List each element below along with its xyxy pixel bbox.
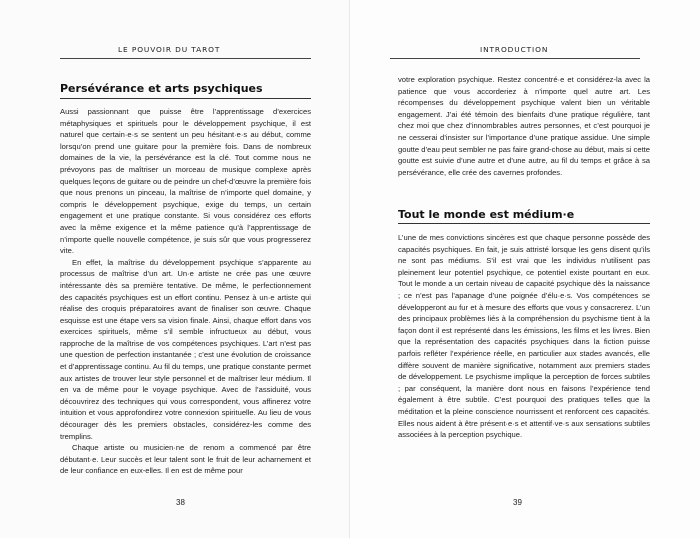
right-body-text — [398, 232, 650, 441]
right-continuation-text — [398, 74, 650, 178]
left-paragraph-1: Aussi passionnant que puisse être l’apprentissage d’exercices métaphysiques et spirituels pour le développement psychique, il est naturel que certain·e·s se sentent un peu hésitant·e·s au début, comme lorsqu’on prend une guitare pour la première fois. Dans de nombreux domaines de la vie, la persévérance est la clé. Tout comme nous ne prévoyons pas de maîtriser un morceau de musique complexe après quelques leçons de guitare ou de peindre un chef-d’œuvre la première fois que nous prenons un pinceau, la maîtrise de n’importe quel domaine, y compris le développement psychique, exige du temps, un certain engagement et une pratique constante. Si vous considérez ces efforts avec la même exigence et la même patience qu’à l’apprentissage de n’importe quelle nouvelle compétence, je suis sûr que vous progresserez vite. — [60, 107, 311, 256]
right-section-heading: Tout le monde est médium·e — [398, 208, 575, 221]
right-paragraph-1: L’une de mes convictions sincères est que chaque personne possède des capacités psychiques. En fait, je suis attristé lorsque les gens disent qu’ils ne sont pas médiums. S’il est vrai que les individus n’utilisent pas pleinement leur potentiel psychique, ce potentiel existe pourtant en eux. Tout le monde a un certain niveau de capacité psychique dès la naissance ; ce n’est pas l’apanage d’une poignée d’élu·e·s. Vos compétences se développeront au fur et à mesure des efforts que vous y consacrerez. L’un des principaux problèmes liés à la compréhension du psychisme tient à la façon dont il est représenté dans les émissions, les films et les livres. Bien que la représentation des capacités psychiques dans la fiction puisse parfois refléter l’expérience réelle, en particulier aux stades avancés, elle diffère souvent de manière significative, notamment aux premiers stades de développement. Le psychisme implique la perception de forces subtiles ; par conséquent, la manière dont nous en faisons l’expérience tend également à être subtile. C’est pourquoi des pratiques telles que la méditation et la pleine conscience nourrissent et renforcent ces capacités. Elles nous aident à être présent·e·s et attentif·ve·s aux sensations subtiles associées à la perception psychique. — [398, 233, 650, 440]
left-paragraph-3: Chaque artiste ou musicien·ne de renom a commencé par être débutant·e. Leur succès et leur talent sont le fruit de leur acharnement et de leur confiance en eux-elles. Il en est de même pour — [60, 443, 311, 476]
left-header-rule — [60, 58, 311, 59]
left-heading-rule — [60, 98, 311, 99]
left-section-heading: Persévérance et arts psychiques — [60, 82, 263, 95]
left-running-head: LE POUVOIR DU TAROT — [118, 45, 221, 54]
right-paragraph-continued: votre exploration psychique. Restez concentré·e et considérez-la avec la patience que vous accorderiez à n’importe quel autre art. Les récompenses du développement psychique valent bien un véritable engagement. J’ai été témoin des bienfaits d’une pratique régulière, tant chez moi que chez d’innombrables autres personnes, et c’est pourquoi je ne cesserai d’insister sur l’importance d’une pratique assidue. Une simple goutte d’eau peut sembler ne pas faire grand-chose au début, mais si cette goutte est suivie d’une autre et d’une autre, au fil du temps et grâce à sa persévérance, elle crée des cavernes profondes. — [398, 75, 651, 177]
right-page-number: 39 — [513, 498, 522, 507]
right-header-rule — [390, 58, 640, 59]
right-running-head: INTRODUCTION — [480, 45, 549, 54]
left-body-text — [60, 106, 311, 477]
left-page-number: 38 — [176, 498, 185, 507]
left-paragraph-2: En effet, la maîtrise du développement psychique s’apparente au processus de maîtrise d’un art. Un·e artiste ne crée pas une œuvre intéressante dès sa première tentative. De même, le perfectionnement des capacités psychiques est un effort continu. Pensez à un·e artiste qui réalise des croquis préparatoires avant de finaliser son œuvre. Chaque esquisse est une étape vers sa vision finale. Ainsi, chaque effort dans vos exercices spirituels, même s’il semble infructueux au début, vous rapproche de la maîtrise de vos compétences psychiques. L’art n’est pas une question de perfection instantanée ; c’est une évolution de croissance et d’apprentissage continu. Au fil du temps, une pratique constante permet aux artistes de trouver leur style personnel et de maîtriser leur médium. Il en va de même pour le voyage psychique. Avec de l’assiduité, vous découvrirez des techniques qui vous correspondent, vous affinerez votre intuition et vous approfondirez votre connexion spirituelle. Au lieu de vous décourager dès les premiers obstacles, considérez-les comme des tremplins. — [60, 257, 311, 441]
right-heading-rule — [398, 223, 650, 224]
